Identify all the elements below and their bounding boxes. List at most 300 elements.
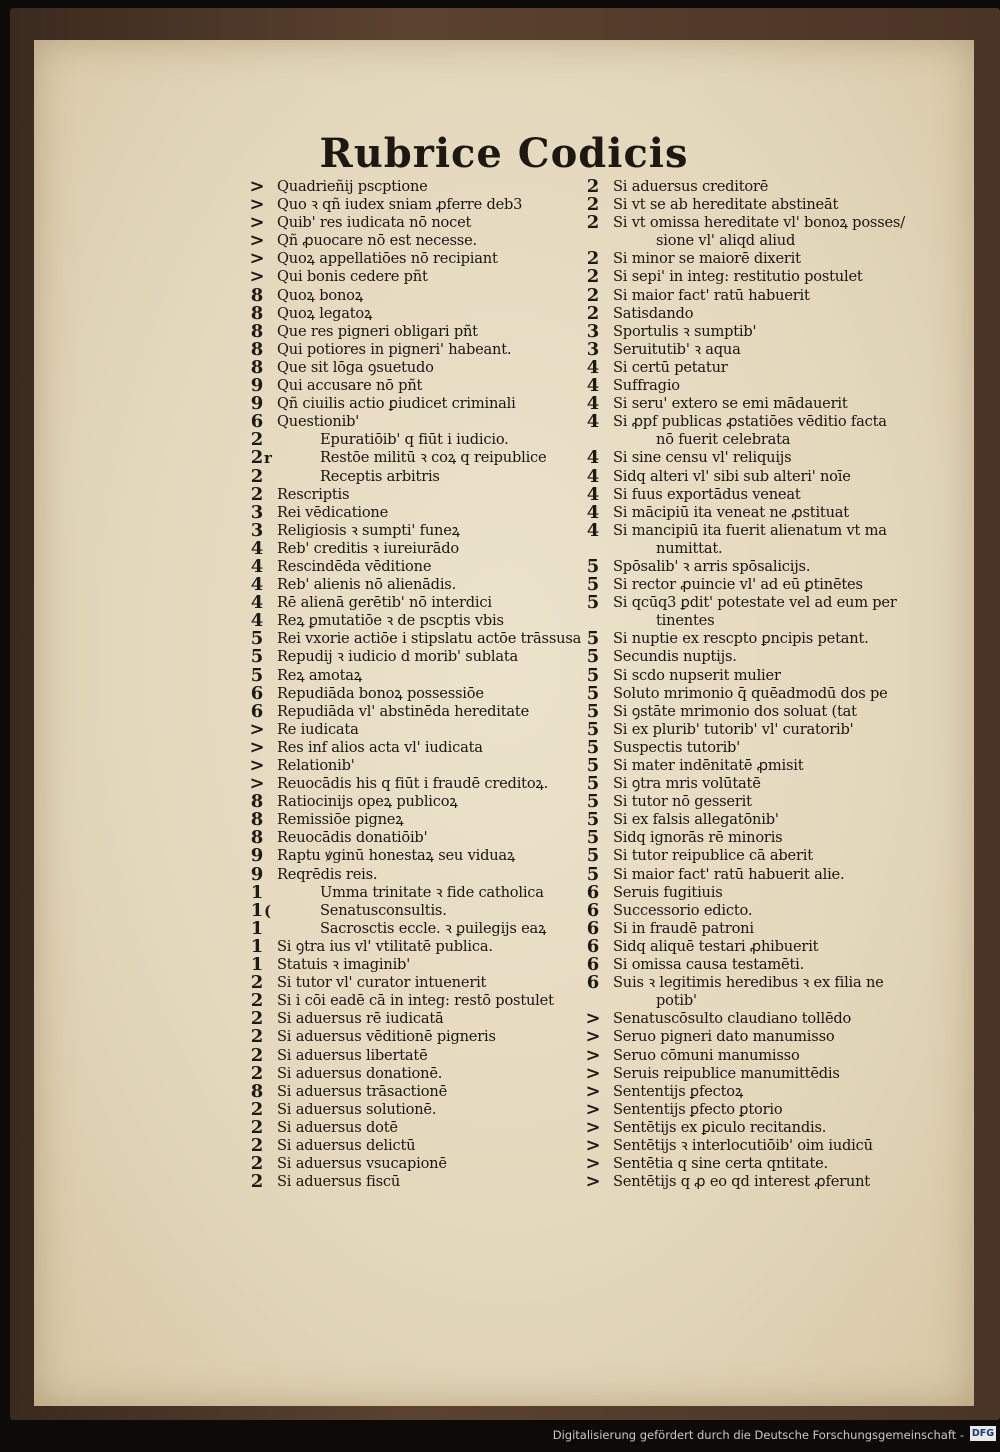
index-entry	[242, 537, 582, 559]
index-entry	[578, 757, 998, 775]
entry-title: Si rector ꝓuincie vl' ad eū ꝑtinētes	[613, 576, 863, 594]
index-entry	[578, 664, 998, 686]
entry-book-number: 4	[250, 592, 264, 614]
entry-book-number: 5	[586, 845, 600, 867]
entry-title: Rē alienā gerētib' nō interdici	[277, 594, 492, 612]
entry-title: Si nuptie ex rescpto ꝑncipis petant.	[613, 630, 869, 648]
entry-title: Quoꝝ legatoꝝ	[277, 304, 373, 322]
entry-title: Si aduersus trāsactionē	[277, 1082, 448, 1100]
entry-title: Repudij ꝛ iudicio d morib' sublata	[277, 648, 519, 666]
entry-book-number: 4	[250, 555, 264, 577]
entry-title: Epuratiōib' q fiūt i iudicio.	[320, 431, 509, 449]
entry-title: Reb' creditis ꝛ iureiurādo	[277, 539, 459, 557]
entry-book-number: 2	[586, 266, 600, 288]
entry-book-number: >	[585, 1153, 601, 1175]
index-entry	[578, 956, 998, 974]
entry-book-number: >	[249, 266, 265, 288]
index-entry	[242, 612, 582, 630]
index-entry	[578, 302, 998, 324]
entry-title: Sidq ignorās rē minoris	[613, 829, 783, 847]
index-entry	[242, 917, 582, 939]
entry-title: Reqrēdis reis.	[277, 865, 378, 883]
index-entry-continuation	[578, 612, 998, 630]
entry-title: Seruis fugitiuis	[613, 883, 723, 901]
index-entry	[242, 1028, 582, 1046]
entry-book-number: 2	[586, 248, 600, 270]
index-entry	[242, 1062, 582, 1084]
entry-book-number: 5	[586, 718, 600, 740]
index-entry	[578, 899, 998, 921]
index-entry	[578, 178, 998, 196]
index-entry	[578, 863, 998, 885]
entry-title: Sidq aliquē testari ꝓhibuerit	[613, 937, 819, 955]
entry-book-number: 8	[250, 827, 264, 849]
entry-title: Quoꝝ bonoꝝ	[277, 286, 363, 304]
entry-book-number: 5	[250, 628, 264, 650]
entry-book-number: 2	[586, 212, 600, 234]
entry-book-number: 2	[250, 429, 264, 451]
entry-book-number: >	[585, 1098, 601, 1120]
entry-book-number: 2	[586, 284, 600, 306]
entry-title: Si in fraudē patroni	[613, 919, 754, 937]
index-entry	[242, 718, 582, 740]
entry-title: Sportulis ꝛ sumptib'	[613, 322, 757, 340]
index-entry	[242, 320, 582, 342]
index-entry	[578, 250, 998, 268]
entry-title: Sentētijs q ꝓ eo qd interest ꝓferunt	[613, 1173, 870, 1191]
entry-book-number: 2	[250, 1098, 264, 1120]
entry-book-number: 1	[250, 917, 264, 939]
entry-title: Reb' alienis nō alienādis.	[277, 576, 457, 594]
index-entry-continuation	[578, 431, 998, 449]
entry-title: Sententijs ꝑfecto ꝑtorio	[613, 1100, 783, 1118]
entry-book-number: 2	[250, 465, 264, 487]
entry-title: Quib' res iudicata nō nocet	[277, 214, 472, 232]
right-index-column	[578, 178, 998, 1191]
index-entry	[242, 757, 582, 775]
entry-title: Si omissa causa testamēti.	[613, 956, 805, 974]
entry-title: Receptis arbitris	[320, 467, 440, 485]
index-entry	[578, 630, 998, 648]
entry-title: Si aduersus delictū	[277, 1136, 416, 1154]
index-entry	[242, 232, 582, 250]
entry-book-number: 2	[250, 1134, 264, 1156]
index-entry	[578, 320, 998, 342]
entry-book-number: 6	[586, 917, 600, 939]
entry-title: Si ex plurib' tutorib' vl' curatorib'	[613, 720, 854, 738]
entry-title: Quadrieñij pscptione	[277, 178, 428, 195]
index-entry	[578, 501, 998, 523]
index-entry	[242, 974, 582, 992]
document-page	[34, 40, 974, 1406]
entry-book-number: 2	[250, 447, 264, 469]
entry-title: Soluto mrimonio q̄ quēadmodū dos pe	[613, 684, 888, 702]
entry-book-number: 2	[250, 1062, 264, 1084]
index-entry	[242, 302, 582, 324]
entry-title: Sententijs ꝑfectoꝝ	[613, 1082, 744, 1100]
entry-book-number: 4	[586, 501, 600, 523]
index-entry	[242, 431, 582, 449]
entry-title: Si vt omissa hereditate vl' bonoꝝ posses/	[613, 214, 905, 232]
index-entry	[578, 519, 998, 541]
entry-book-number: 4	[250, 574, 264, 596]
entry-book-number: >	[585, 1062, 601, 1084]
entry-title: Rei vēdicatione	[277, 503, 389, 521]
index-entry	[242, 449, 582, 467]
index-entry	[578, 576, 998, 594]
entry-title: Seruo pigneri dato manumisso	[613, 1028, 835, 1046]
entry-book-number: 6	[586, 954, 600, 976]
entry-book-number: 3	[250, 519, 264, 541]
index-entry	[242, 483, 582, 505]
entry-title: Suis ꝛ legitimis heredibus ꝛ ex filia ne	[613, 974, 884, 992]
entry-title: Si vt se ab hereditate abstineāt	[613, 196, 839, 214]
index-entry-continuation	[578, 232, 998, 250]
index-entry	[242, 196, 582, 214]
entry-title: Ratiocinijs opeꝝ publicoꝝ	[277, 793, 458, 811]
index-entry	[242, 555, 582, 577]
entry-title-continuation: tinentes	[656, 612, 715, 630]
entry-title: Si minor se maiorē dixerit	[613, 250, 801, 268]
entry-book-number: 6	[250, 700, 264, 722]
index-entry	[242, 664, 582, 686]
entry-book-number: 2	[586, 302, 600, 324]
entry-title: Si sepi' in integ: restitutio postulet	[613, 268, 863, 286]
entry-title: Si aduersus solutionē.	[277, 1100, 437, 1118]
entry-title: Senatusconsultis.	[320, 901, 447, 919]
entry-book-number: >	[249, 755, 265, 776]
entry-book-number: 8	[250, 809, 264, 831]
index-entry	[578, 935, 998, 957]
entry-book-number: 2	[250, 1116, 264, 1138]
entry-title: Si tutor vl' curator intuenerit	[277, 974, 487, 992]
entry-title: Si tutor reipublice cā aberit	[613, 847, 813, 865]
entry-title: Si ex falsis allegatōnib'	[613, 811, 779, 829]
index-entry-continuation	[578, 992, 998, 1010]
entry-book-number: 5	[586, 773, 600, 795]
entry-title: Suspectis tutorib'	[613, 738, 741, 756]
index-entry	[242, 863, 582, 885]
index-entry-continuation	[578, 540, 998, 558]
entry-book-number: >	[585, 1080, 601, 1102]
entry-title: Si tutor nō gesserit	[613, 793, 752, 811]
index-entry	[242, 1080, 582, 1102]
entry-book-number: 3	[586, 320, 600, 342]
entry-book-number: 2	[250, 483, 264, 505]
index-entry	[242, 501, 582, 523]
entry-book-number: >	[585, 1026, 601, 1048]
index-entry	[578, 1062, 998, 1084]
index-entry	[578, 284, 998, 306]
index-entry	[578, 648, 998, 666]
entry-title: Que res pigneri obligari pñt	[277, 322, 478, 340]
entry-book-number: 4	[586, 519, 600, 541]
index-entry	[578, 1028, 998, 1046]
index-entry	[578, 847, 998, 865]
entry-book-number: 9	[250, 845, 264, 867]
index-entry	[242, 576, 582, 594]
index-entry	[578, 700, 998, 722]
entry-title: Si i cōi eadē cā in integ: restō postulet	[277, 992, 554, 1010]
entry-title: Reꝝ ꝑmutatiōe ꝛ de pscptis vbis	[277, 612, 504, 630]
entry-book-number: 2	[250, 1153, 264, 1175]
entry-title: Si aduersus dotē	[277, 1118, 398, 1136]
index-entry	[578, 1134, 998, 1156]
entry-title: Repudiāda bonoꝝ possessiōe	[277, 684, 484, 702]
footer-credit: Digitalisierung gefördert durch die Deutsche Forschungsgemeinschaft -	[552, 1428, 964, 1442]
entry-title: Si fuus exportādus veneat	[613, 485, 801, 503]
index-entry	[578, 917, 998, 939]
index-entry	[242, 1044, 582, 1066]
entry-book-number: 3	[586, 338, 600, 360]
index-entry	[242, 682, 582, 704]
entry-title: Si aduersus donationē.	[277, 1064, 443, 1082]
entry-title: Si ꝯtra ius vl' vtilitatē publica.	[277, 937, 493, 955]
entry-book-number: >	[249, 230, 265, 252]
entry-book-number: 9	[250, 863, 264, 885]
entry-book-number: 6	[250, 682, 264, 704]
entry-book-number: >	[249, 718, 265, 740]
index-entry	[242, 793, 582, 811]
index-entry	[578, 1116, 998, 1138]
index-entry	[242, 775, 582, 793]
entry-book-number: >	[249, 248, 265, 270]
entry-title: Rescriptis	[277, 485, 350, 503]
entry-title: Qui accusare nō pñt	[277, 377, 423, 395]
index-entry	[242, 338, 582, 360]
index-entry	[242, 956, 582, 974]
entry-book-number: >	[249, 176, 265, 197]
entry-book-number: 1	[250, 899, 264, 921]
index-entry	[578, 974, 998, 992]
entry-title: Restōe militū ꝛ coꝝ q reipublice	[320, 449, 547, 467]
index-entry	[242, 1134, 582, 1156]
index-entry	[242, 519, 582, 541]
entry-title: Seruis reipublice manumittēdis	[613, 1064, 840, 1082]
index-entry	[242, 214, 582, 232]
index-entry	[242, 1098, 582, 1120]
entry-title: Remissiōe pigneꝝ	[277, 811, 404, 829]
entry-book-number: 5	[586, 628, 600, 650]
index-entry	[578, 1010, 998, 1028]
entry-book-number: 5	[586, 863, 600, 885]
entry-book-number: 8	[250, 284, 264, 306]
entry-title: Qui bonis cedere pñt	[277, 268, 428, 286]
entry-marginal-mark: r	[264, 449, 272, 468]
index-entry	[242, 1155, 582, 1173]
entry-title-continuation: numittat.	[656, 539, 723, 557]
index-entry	[242, 250, 582, 268]
index-entry	[578, 1173, 998, 1191]
entry-book-number: 6	[586, 935, 600, 957]
index-entry	[242, 811, 582, 829]
index-entry	[242, 700, 582, 722]
entry-book-number: 5	[586, 592, 600, 614]
entry-book-number: 5	[586, 809, 600, 831]
entry-title: Sentētia q sine certa qntitate.	[613, 1155, 828, 1173]
index-entry	[242, 268, 582, 286]
entry-title: Statuis ꝛ imaginib'	[277, 956, 411, 974]
entry-book-number: 5	[586, 700, 600, 722]
entry-title: Si aduersus creditorē	[613, 178, 769, 195]
entry-title: Qui potiores in pigneri' habeant.	[277, 340, 512, 358]
entry-title: Sentētijs ꝛ interlocutiōib' oim iudicū	[613, 1136, 873, 1154]
entry-marginal-mark: (	[264, 901, 272, 920]
entry-book-number: 5	[250, 646, 264, 668]
entry-title-continuation: sione vl' aliqd aliud	[656, 232, 796, 250]
entry-title: Si aduersus fiscū	[277, 1173, 401, 1191]
entry-book-number: 8	[250, 356, 264, 378]
index-entry	[242, 736, 582, 758]
index-entry	[578, 881, 998, 903]
entry-book-number: 2	[250, 1026, 264, 1048]
index-entry	[578, 214, 998, 232]
entry-book-number: >	[585, 1116, 601, 1138]
index-entry	[242, 594, 582, 612]
index-entry	[578, 555, 998, 577]
index-entry	[242, 1173, 582, 1191]
entry-book-number: 2	[250, 1008, 264, 1030]
entry-title: Qñ ciuilis actio ꝑiudicet criminali	[277, 395, 516, 413]
entry-book-number: 1	[250, 935, 264, 957]
index-entry	[578, 465, 998, 487]
entry-title: Si maior fact' ratū habuerit alie.	[613, 865, 845, 883]
entry-title: Que sit lōga ꝯsuetudo	[277, 358, 434, 376]
entry-book-number: 2	[586, 194, 600, 216]
entry-title: Quoꝝ appellatiōes nō recipiant	[277, 250, 498, 268]
entry-title: Si scdo nupserit mulier	[613, 666, 781, 684]
entry-title: Si mancipiū ita fuerit alienatum vt ma	[613, 521, 887, 539]
entry-title: Senatuscōsulto claudiano tollēdo	[613, 1010, 852, 1028]
entry-title: Rei vxorie actiōe i stipslatu actōe trāssusa	[277, 630, 582, 648]
entry-book-number: 6	[586, 899, 600, 921]
entry-book-number: 8	[250, 302, 264, 324]
entry-book-number: 4	[250, 537, 264, 559]
entry-book-number: 2	[586, 176, 600, 197]
index-entry	[242, 899, 582, 921]
index-entry	[242, 413, 582, 431]
index-entry	[578, 775, 998, 793]
entry-title: Relationib'	[277, 757, 355, 774]
entry-book-number: 5	[586, 682, 600, 704]
entry-book-number: 9	[250, 393, 264, 415]
entry-title: Reuocādis donatiōib'	[277, 829, 428, 847]
entry-book-number: 5	[586, 555, 600, 577]
entry-book-number: 4	[586, 483, 600, 505]
entry-title: Suffragio	[613, 377, 680, 395]
index-entry	[578, 736, 998, 758]
index-entry	[578, 594, 998, 612]
entry-title: Si mācipiū ita veneat ne ꝓstituat	[613, 503, 849, 521]
entry-book-number: 2	[250, 1171, 264, 1193]
entry-title: Si aduersus vēditionē pigneris	[277, 1028, 496, 1046]
entry-book-number: 4	[250, 610, 264, 632]
entry-title: Res inf alios acta vl' iudicata	[277, 738, 483, 756]
index-entry	[578, 268, 998, 286]
entry-title: Sacrosctis eccle. ꝛ ꝑuilegijs eaꝝ	[320, 919, 547, 937]
index-entry	[578, 395, 998, 413]
entry-book-number: 6	[250, 411, 264, 433]
entry-title: Si ꝯstāte mrimonio dos soluat (tat	[613, 702, 857, 720]
index-entry	[578, 483, 998, 505]
entry-book-number: 2	[250, 990, 264, 1012]
index-entry	[578, 1080, 998, 1102]
entry-book-number: 1	[250, 954, 264, 976]
entry-title: Sidq alteri vl' sibi sub alteri' noīe	[613, 467, 851, 485]
page-heading: Rubrice Codicis	[319, 130, 689, 177]
entry-title: Re iudicata	[277, 720, 359, 738]
entry-book-number: 8	[250, 320, 264, 342]
entry-book-number: 4	[586, 465, 600, 487]
entry-book-number: >	[585, 1008, 601, 1030]
entry-title: Successorio edicto.	[613, 901, 753, 919]
entry-book-number: 6	[586, 972, 600, 994]
entry-book-number: 9	[250, 375, 264, 397]
index-entry	[242, 1116, 582, 1138]
entry-book-number: >	[585, 1044, 601, 1066]
index-entry	[242, 935, 582, 957]
entry-title: Umma trinitate ꝛ fide catholica	[320, 883, 544, 901]
entry-title: Raptu ꝟginū honestaꝝ seu viduaꝝ	[277, 847, 516, 865]
index-entry	[578, 811, 998, 829]
entry-book-number: 4	[586, 375, 600, 397]
left-index-column	[242, 178, 582, 1191]
index-entry	[242, 465, 582, 487]
entry-title: Qñ ꝓuocare nō est necesse.	[277, 232, 477, 250]
entry-book-number: 5	[586, 574, 600, 596]
index-entry	[578, 1155, 998, 1173]
entry-book-number: 8	[250, 791, 264, 813]
index-entry	[578, 377, 998, 395]
entry-book-number: 2	[250, 1044, 264, 1066]
index-entry	[578, 682, 998, 704]
entry-title-continuation: potib'	[656, 992, 697, 1010]
index-entry	[242, 1010, 582, 1028]
index-entry	[578, 829, 998, 847]
dfg-logo: DFG	[971, 1428, 995, 1439]
entry-title: Si qcūq3 ꝑdit' potestate vel ad eum per	[613, 594, 897, 612]
entry-book-number: >	[585, 1134, 601, 1156]
entry-book-number: 4	[586, 393, 600, 415]
index-entry	[578, 718, 998, 740]
entry-title: Si aduersus libertatē	[277, 1046, 428, 1064]
entry-book-number: 5	[586, 827, 600, 849]
index-entry	[578, 793, 998, 811]
entry-title: Si ꝯtra mris volūtatē	[613, 775, 761, 793]
entry-title: Si aduersus rē iudicatā	[277, 1010, 444, 1028]
entry-book-number: 5	[586, 791, 600, 813]
index-entry	[242, 881, 582, 903]
entry-book-number: >	[249, 773, 265, 795]
entry-title: Spōsalib' ꝛ arris spōsalicijs.	[613, 557, 811, 575]
entry-title: Secundis nuptijs.	[613, 648, 737, 666]
entry-title: Quo ꝛ qñ iudex sniam ꝓferre deb3	[277, 196, 523, 214]
index-entry	[578, 413, 998, 431]
entry-title: Reuocādis his q fiūt i fraudē creditoꝝ.	[277, 775, 549, 793]
entry-book-number: 4	[586, 356, 600, 378]
index-entry	[242, 648, 582, 666]
entry-title: Sentētijs ex ꝑiculo recitandis.	[613, 1118, 827, 1136]
entry-book-number: 8	[250, 338, 264, 360]
entry-title: Si seru' extero se emi mādauerit	[613, 395, 848, 413]
entry-book-number: >	[585, 1171, 601, 1193]
index-entry	[578, 196, 998, 214]
entry-title: Si mater indēnitatē ꝓmisit	[613, 757, 804, 774]
entry-book-number: >	[249, 194, 265, 216]
entry-book-number: 1	[250, 881, 264, 903]
entry-title: Satisdando	[613, 304, 694, 322]
entry-book-number: 4	[586, 447, 600, 469]
